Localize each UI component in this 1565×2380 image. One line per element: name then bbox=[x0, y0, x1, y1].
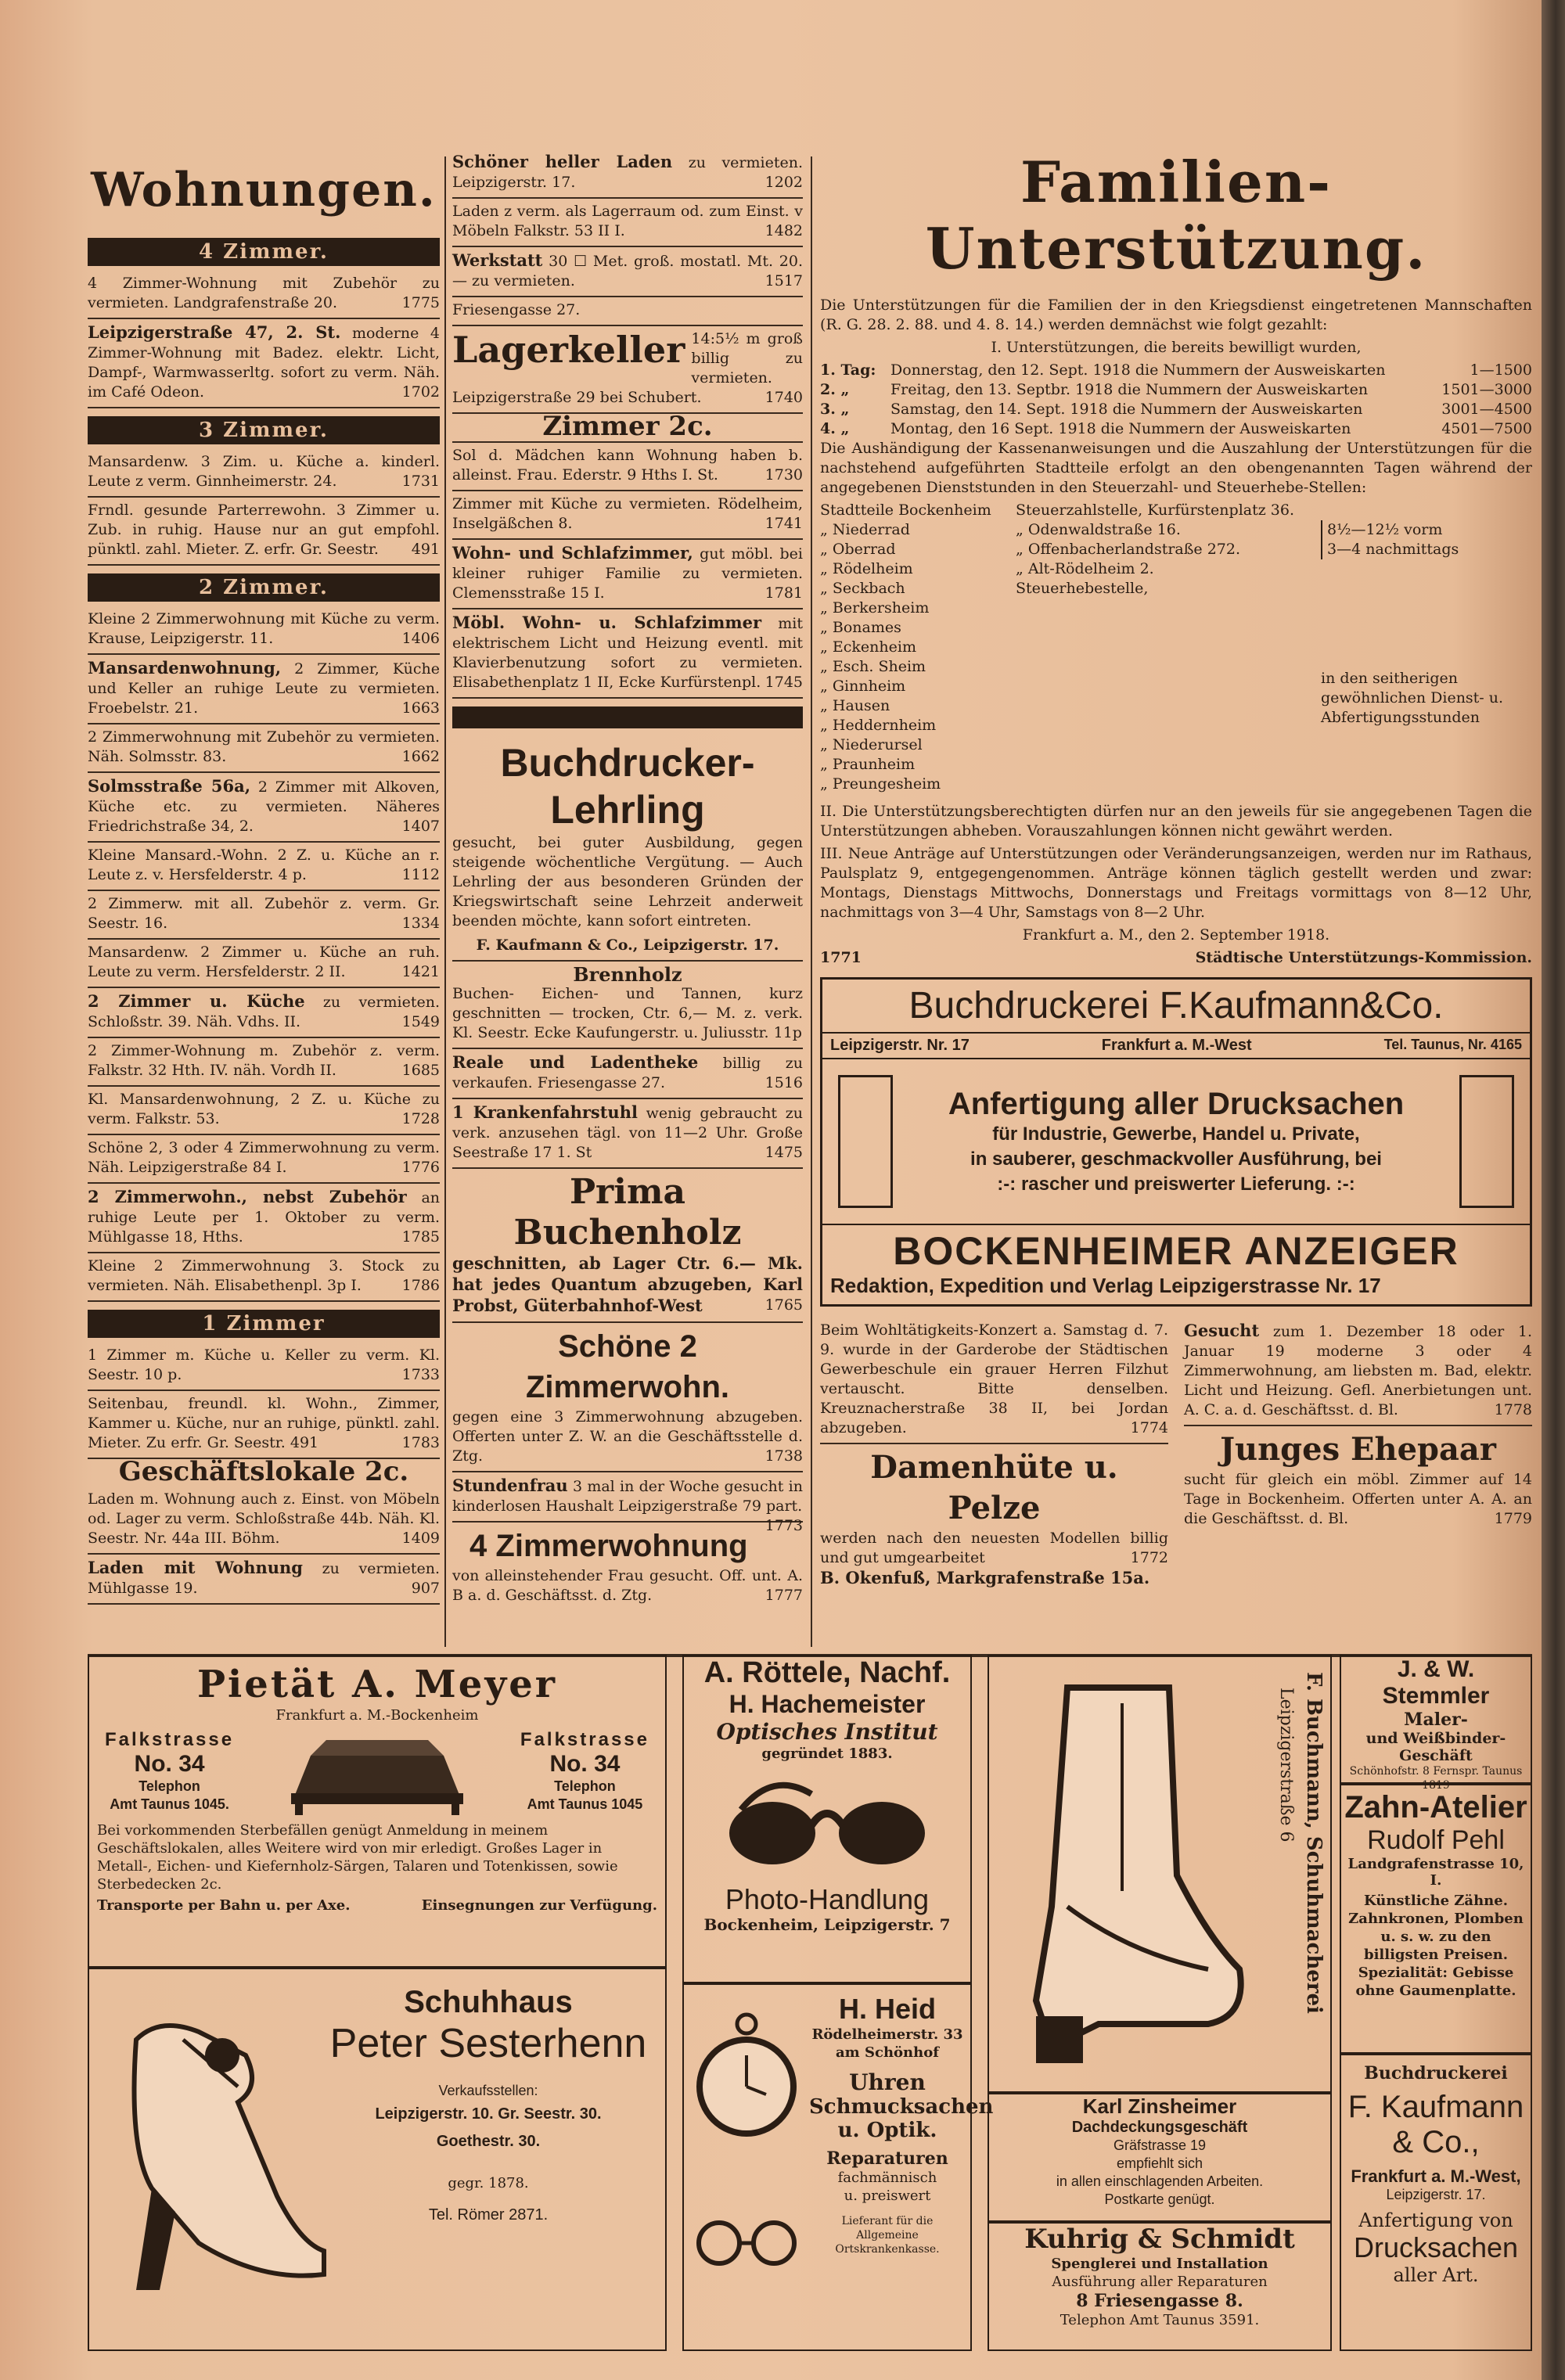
para-berechtigte: II. Die Unterstützungsberechtigten dürfen nur an den jeweils für sie angegebenen Tagen die Unterstützungen abheben. Vorauszahlungen können nicht gewährt werden. bbox=[820, 803, 1532, 839]
gesucht-ad: Gesucht zum 1. Dezember 18 oder 1. Januar 19 moderne 3 oder 4 Zimmerwohnung, am liebsten m. Bad, elektr. Licht und Heizung. Gefl. Anerbietungen unt. A. C. a. d. Geschäftsst. d. Bl. 1778 bbox=[1184, 1318, 1532, 1426]
classified-ad: Zimmer mit Küche zu vermieten. Rödelheim, Inselgäßchen 8. 1741 bbox=[452, 491, 803, 540]
hours-vormittag: 8½—12½ vorm 3—4 nachmittags bbox=[1321, 520, 1532, 559]
wohnungen-column bbox=[88, 149, 440, 1605]
section-3-zimmer: 3 Zimmer. bbox=[88, 416, 440, 444]
district-name: „ Hausen bbox=[820, 697, 890, 714]
stadtteile-table bbox=[820, 501, 1532, 794]
kaufmann-box-ad bbox=[820, 977, 1532, 1307]
section-geschaeftslokale: Geschäftslokale 2c. bbox=[118, 1456, 409, 1487]
date-line: Frankfurt a. M., den 2. September 1918. bbox=[1022, 926, 1330, 944]
aushaendigung-text: Die Aushändigung der Kassenanweisungen und die Auszahlung der Unterstützungen für die nachstehend aufgeführten Stadtteile erfolgt an den obengenannten Tagen während der angegebenen Dienststunden in den Steuerzahl- und Steuerhebe-Stellen: bbox=[820, 440, 1532, 496]
classified-ad: Laden mit Wohnung zu vermieten. Mühlgasse 19. 907 bbox=[88, 1555, 440, 1605]
district-name: „ Seckbach bbox=[820, 580, 905, 597]
section-2-zimmer: 2 Zimmer. bbox=[88, 573, 440, 602]
classified-ad: Kleine 2 Zimmerwohnung 3. Stock zu vermieten. Näh. Elisabethenpl. 3p I. 1786 bbox=[88, 1253, 440, 1302]
pay-office: Steuerzahlstelle, Kurfürstenplatz 36. bbox=[1016, 502, 1294, 519]
decorative-frame-right bbox=[1459, 1075, 1514, 1208]
stemmler-ad: J. & W. Stemmler Maler- und Weißbinder-Geschäft Schönhofstr. 8 Fernspr. Taunus 1819 bbox=[1340, 1655, 1532, 1784]
buchmann-address: Leipzigerstraße 6 bbox=[1276, 1688, 1296, 1843]
district-name: „ Oberrad bbox=[820, 541, 896, 558]
filzhut-ad: Beim Wohltätigkeits-Konzert a. Samstag d. 7. 9. wurde in der Garderobe der Städtischen Gewerbeschule ein grauer Herren Filzhut vertauscht. Bitte denselben. Kreuznacherstraße 38 II, bei Jordan abzugeben. 1774 bbox=[820, 1318, 1168, 1444]
classified-ad: Kleine 2 Zimmerwohnung mit Küche zu verm. Krause, Leipzigerstr. 11. 1406 bbox=[88, 606, 440, 655]
classified-ad: 2 Zimmerw. mit all. Zubehör z. verm. Gr. Seestr. 16. 1334 bbox=[88, 891, 440, 940]
wohnungen-title: Wohnungen. bbox=[91, 163, 437, 218]
classified-ad: 1 Krankenfahrstuhl wenig gebraucht zu verk. anzusehen tägl. von 11—2 Uhr. Große Seestraße 17 1. St 1475 bbox=[452, 1099, 803, 1169]
classified-ad: Kl. Mansardenwohnung, 2 Z. u. Küche zu verm. Falkstr. 53. 1728 bbox=[88, 1087, 440, 1135]
district-name: Stadtteile Bockenheim bbox=[820, 502, 991, 519]
boot-icon bbox=[1005, 1672, 1255, 2082]
pay-office: „ Odenwaldstraße 16. bbox=[1016, 521, 1181, 538]
classified-ad: Sol d. Mädchen kann Wohnung haben b. alleinst. Frau. Ederstr. 9 Hths I. St. 1730 bbox=[452, 443, 803, 491]
anzeigen-column bbox=[452, 149, 803, 1610]
box-middle: Anfertigung aller Drucksachen für Industrie, Gewerbe, Handel u. Private, in sauberer, geschmackvoller Ausführung, bei :-: rascher und preiswerter Lieferung. :-: bbox=[822, 1059, 1530, 1225]
column-divider bbox=[444, 156, 446, 1647]
pay-office: Steuerhebestelle, bbox=[1016, 580, 1149, 597]
bottom-ads bbox=[88, 1655, 1532, 2359]
vier-zimmer-gesuch-ad: 4 Zimmerwohnung von alleinstehender Frau gesucht. Off. unt. A. B a. d. Geschäftsst. d. Ztg. 1777 bbox=[452, 1529, 803, 1604]
district-name: „ Eckenheim bbox=[820, 638, 916, 656]
classified-ad: Frndl. gesunde Parterrewohn. 3 Zimmer u. Zub. in ruhig. Hause nur an gut empfohl. pünktl. zahl. Mieter. Z. erfr. Gr. Seestr. 491 bbox=[88, 498, 440, 566]
stundenfrau-ad: Stundenfrau 3 mal in der Woche gesucht in kinderlosen Haushalt Leipzigerstraße 79 part. 1773 bbox=[452, 1472, 803, 1523]
classified-ad: Mansardenwohnung, 2 Zimmer, Küche und Keller an ruhige Leute zu vermieten. Froebelstr. 21. 1663 bbox=[88, 655, 440, 724]
schuhhaus-sesterhenn-ad: Schuhhaus Peter Sesterhenn Verkaufsstellen: Leipzigerstr. 10. Gr. Seestr. 30. Goethestr. 30. gegr. 1878. Tel. Römer 2871. bbox=[88, 1968, 667, 2351]
bockenheimer-anzeiger-title: BOCKENHEIMER ANZEIGER bbox=[893, 1229, 1459, 1273]
district-name: „ Esch. Sheim bbox=[820, 658, 926, 675]
classified-ad: Laden m. Wohnung auch z. Einst. von Möbeln od. Lager zu verm. Schloßstraße 44b. Näh. Kl. Seestr. Nr. 44a III. Böhm. 1409 bbox=[88, 1487, 440, 1555]
district-name: „ Bonames bbox=[820, 619, 901, 636]
buchmann-name: F. Buchmann, Schuhmacherei bbox=[1302, 1672, 1326, 2014]
zimmerwohn-tausch-ad: Schöne 2 Zimmerwohn. gegen eine 3 Zimmerwohnung abzugeben. Offerten unter Z. W. an die Geschäftsstelle d. Ztg. 1738 bbox=[452, 1323, 803, 1472]
kuhrig-schmidt-ad: Kuhrig & Schmidt Spenglerei und Installation Ausführung aller Reparaturen 8 Friesengasse 8. Telephon Amt Taunus 3591. bbox=[988, 2222, 1332, 2351]
classified-ad: Möbl. Wohn- u. Schlafzimmer mit elektrischem Licht und Heizung eventl. mit Klavierbenutzung sofort zu vermieten. Elisabethenplatz 1 II, Ecke Kurfürstenpl. 1745 bbox=[452, 609, 803, 699]
zinsheimer-ad: Karl Zinsheimer Dachdeckungsgeschäft Gräfstrasse 19 empfiehlt sich in allen einschlagenden Arbeiten. Postkarte genügt. bbox=[988, 2093, 1332, 2222]
classified-ad: 4 Zimmer-Wohnung mit Zubehör zu vermieten. Landgrafenstraße 20. 1775 bbox=[88, 271, 440, 319]
decorative-frame-left bbox=[838, 1075, 893, 1208]
zahn-atelier-pehl-ad: Zahn-Atelier Rudolf Pehl Landgrafenstrasse 10, I. Künstliche Zähne. Zahnkronen, Plomben u. s. w. zu den billigsten Preisen. Spezialität: Gebisse ohne Gaumenplatte. bbox=[1340, 1784, 1532, 2054]
lagerkeller-ad: Lagerkeller 14:5½ m groß billig zu vermieten. Leipzigerstraße 29 bei Schubert. 1740 bbox=[452, 326, 803, 414]
payment-day-row: 4. „ Montag, den 16 Sept. 1918 die Nummern der Ausweiskarten 4501—7500 bbox=[820, 420, 1532, 437]
classified-ad: Friesengasse 27. bbox=[452, 297, 803, 326]
district-name: „ Niederrad bbox=[820, 521, 910, 538]
column-divider bbox=[811, 156, 812, 1647]
classified-ad: 2 Zimmer-Wohnung m. Zubehör z. verm. Falkstr. 32 Hth. IV. näh. Vordh II. 1685 bbox=[88, 1038, 440, 1087]
section-1-zimmer: 1 Zimmer bbox=[88, 1310, 440, 1338]
book-spine bbox=[1542, 0, 1565, 2380]
damenhuete-ad: Damenhüte u. Pelze werden nach den neuesten Modellen billig und gut umgearbeitet 1772 B. Okenfuß, Markgrafenstraße 15a. bbox=[820, 1449, 1168, 1587]
kommission-signature: 1771 Städtische Unterstützungs-Kommission. bbox=[820, 949, 1532, 966]
section-4-zimmer: 4 Zimmer. bbox=[88, 238, 440, 266]
classified-ad: 1 Zimmer m. Küche u. Keller zu verm. Kl. Seestr. 10 p. 1733 bbox=[88, 1343, 440, 1391]
district-name: „ Heddernheim bbox=[820, 717, 937, 734]
district-name: „ Niederursel bbox=[820, 736, 923, 753]
pietaet-meyer-ad: Pietät A. Meyer Frankfurt a. M.-Bockenheim Falkstrasse No. 34 Telephon Amt Taunus 1045. Falkstrasse No. 34 Telephon Amt Taunus 1045 Bei vorkommenden Sterbefällen genügt Anmeldung in meinem Geschäftslokalen, alles Weitere wird von mir erledigt. Großes Lager in Metall-, Eichen- und Kiefernholz-Särgen, Talaren und Totenkissen, sowie Sterbedecken 2c. Transporte per Bahn u. per Axe. Einsegnungen zur Verfügung. bbox=[88, 1655, 667, 1968]
kaufmann-buchdruckerei-ad: Buchdruckerei F. Kaufmann & Co., Frankfurt a. M.-West, Leipzigerstr. 17. Anfertigung von Drucksachen aller Art. bbox=[1340, 2054, 1532, 2351]
classified-ad: Leipzigerstraße 47, 2. St. moderne 4 Zimmer-Wohnung mit Badez. elektr. Licht, Dampf-, Warmwasserltg. sofort zu verm. Näh. im Café Odeon. 1702 bbox=[88, 319, 440, 408]
classified-ad: 2 Zimmer u. Küche zu vermieten. Schloßstr. 39. Näh. Vdhs. II. 1549 bbox=[88, 988, 440, 1038]
lehrling-ad: Buchdrucker-Lehrling gesucht, bei guter Ausbildung, gegen steigende wöchentliche Vergütung. — Auch Lehrling der aus besonderen Gründen der Kriegswirtschaft seine Lehrzeit anderweit beenden möchte, kann sofort eintreten. F. Kaufmann & Co., Leipzigerstr. 17. bbox=[452, 736, 803, 962]
familien-title: Familien-Unterstützung. bbox=[925, 149, 1427, 282]
pocket-watch-icon bbox=[692, 2008, 801, 2168]
classified-ad: Mansardenw. 3 Zim. u. Küche a. kinderl. Leute z verm. Ginnheimerstr. 24. 1731 bbox=[88, 449, 440, 498]
buchmann-schuhmacherei-ad bbox=[988, 1655, 1332, 2093]
classified-ad: 2 Zimmerwohn., nebst Zubehör an ruhige Leute per 1. Oktober zu verm. Mühlgasse 18, Hths. 1785 bbox=[88, 1184, 440, 1253]
heid-uhren-ad: H. Heid Rödelheimerstr. 33 am Schönhof Uhren Schmucksachen u. Optik. Reparaturen fachmännisch u. preiswert Lieferant für die Allgemeine Ortskrankenkasse. bbox=[682, 1983, 972, 2351]
ehepaar-ad: Junges Ehepaar sucht für gleich ein möbl. Zimmer auf 14 Tage in Bockenheim. Offerten unter A. A. an die Geschäftsst. d. Bl. 1779 bbox=[1184, 1431, 1532, 1527]
classified-ad: Schöne 2, 3 oder 4 Zimmerwohnung zu verm. Näh. Leipzigerstraße 84 I. 1776 bbox=[88, 1135, 440, 1184]
district-name: „ Preungesheim bbox=[820, 775, 941, 793]
classified-ad: Laden z verm. als Lagerraum od. zum Einst. v Möbeln Falkstr. 53 II I. 1482 bbox=[452, 199, 803, 247]
box-title: Buchdruckerei F.Kaufmann&Co. bbox=[822, 980, 1530, 1034]
redaktion-line: Redaktion, Expedition und Verlag Leipzigerstrasse Nr. 17 bbox=[830, 1274, 1381, 1297]
buchenholz-ad: Prima Buchenholz geschnitten, ab Lager Ctr. 6.— Mk. hat jedes Quantum abzugeben, Karl Probst, Güterbahnhof-West 1765 bbox=[452, 1169, 803, 1323]
classified-ad: Mansardenw. 2 Zimmer u. Küche an ruh. Leute zu verm. Hersfelderstr. 2 II. 1421 bbox=[88, 940, 440, 988]
classified-ad: Wohn- und Schlafzimmer, gut möbl. bei kleiner ruhiger Familie zu vermieten. Clemensstraße 15 I. 1781 bbox=[452, 540, 803, 609]
district-name: „ Berkersheim bbox=[820, 599, 930, 617]
district-name: „ Rödelheim bbox=[820, 560, 913, 577]
hours-seitherig: in den seitherigen gewöhnlichen Dienst- u. Abfertigungsstunden bbox=[1321, 670, 1504, 726]
pay-office: „ Alt-Rödelheim 2. bbox=[1016, 560, 1154, 577]
glasses-icon bbox=[692, 2196, 801, 2293]
pay-office: „ Offenbacherlandstraße 272. bbox=[1016, 541, 1241, 558]
classified-ad: Werkstatt 30 ☐ Met. groß. mostatl. Mt. 20.— zu vermieten. 1517 bbox=[452, 247, 803, 297]
classified-ad: Seitenbau, freundl. kl. Wohn., Zimmer, Kammer u. Küche, nur an ruhige, pünktl. zahl. Mieter. Zu erfr. Gr. Seestr. 491 1783 bbox=[88, 1391, 440, 1459]
brennholz-ad: Brennholz Buchen- Eichen- und Tannen, kurz geschnitten — trocken, Ctr. 6,— M. z. verk. Kl. Seestr. Ecke Kaufungerstr. u. Juliusstr. 11p bbox=[452, 962, 803, 1049]
classified-ad: Kleine Mansard.-Wohn. 2 Z. u. Küche an r. Leute z. v. Hersfelderstr. 4 p. 1112 bbox=[88, 843, 440, 891]
classified-ad: Schöner heller Laden zu vermieten. Leipzigerstr. 17. 1202 bbox=[452, 149, 803, 199]
roettele-optik-ad: A. Röttele, Nachf. H. Hachemeister Optisches Institut gegründet 1883. Photo-Handlung Bockenheim, Leipzigerstr. 7 bbox=[682, 1655, 972, 1983]
payment-day-row: 1. Tag: Donnerstag, den 12. Sept. 1918 die Nummern der Ausweiskarten 1—1500 bbox=[820, 361, 1532, 379]
payment-day-row: 3. „ Samstag, den 14. Sept. 1918 die Nummern der Ausweiskarten 3001—4500 bbox=[820, 401, 1532, 418]
familien-unterstuetzung-column bbox=[820, 149, 1532, 1594]
payment-day-row: 2. „ Freitag, den 13. Septbr. 1918 die Nummern der Ausweiskarten 1501—3000 bbox=[820, 381, 1532, 398]
heading-bewilligt: I. Unterstützungen, die bereits bewilligt wurden, bbox=[991, 339, 1362, 356]
district-name: „ Praunheim bbox=[820, 756, 916, 773]
district-name: „ Ginnheim bbox=[820, 678, 906, 695]
zimmer-heading: Zimmer 2c. bbox=[452, 414, 803, 443]
para-antraege: III. Neue Anträge auf Unterstützungen oder Veränderungsanzeigen, werden nur im Rathaus, Paulsplatz 9, entgegengenommen. Anträge können täglich gestellt werden und zwar: Montags, Dienstags Mittwochs, Donnerstags und Freitags vormittags von 8—12 Uhr, nachmittags von 3—4 Uhr, Samstags von 8—2 Uhr. bbox=[820, 845, 1532, 921]
spectacles-icon bbox=[684, 1763, 970, 1883]
coffin-icon bbox=[279, 1724, 475, 1818]
divider-bar bbox=[452, 706, 803, 728]
classified-ad: 2 Zimmerwohnung mit Zubehör zu vermieten. Näh. Solmsstr. 83. 1662 bbox=[88, 724, 440, 773]
classified-ad: Reale und Ladentheke billig zu verkaufen. Friesengasse 27. 1516 bbox=[452, 1049, 803, 1099]
box-address-row: Leipzigerstr. Nr. 17 Frankfurt a. M.-West Tel. Taunus, Nr. 4165 bbox=[822, 1034, 1530, 1059]
intro-text: Die Unterstützungen für die Familien der in den Kriegsdienst eingetretenen Mannschaften (R. G. 28. 2. 88. und 4. 8. 14.) werden demnächst wie folgt gezahlt: bbox=[820, 297, 1532, 333]
classified-ad: Solmsstraße 56a, 2 Zimmer mit Alkoven, Küche etc. zu vermieten. Näheres Friedrichstraße 34, 2. 1407 bbox=[88, 773, 440, 843]
small-ads-row bbox=[820, 1318, 1532, 1594]
shoe-icon bbox=[105, 1993, 340, 2309]
